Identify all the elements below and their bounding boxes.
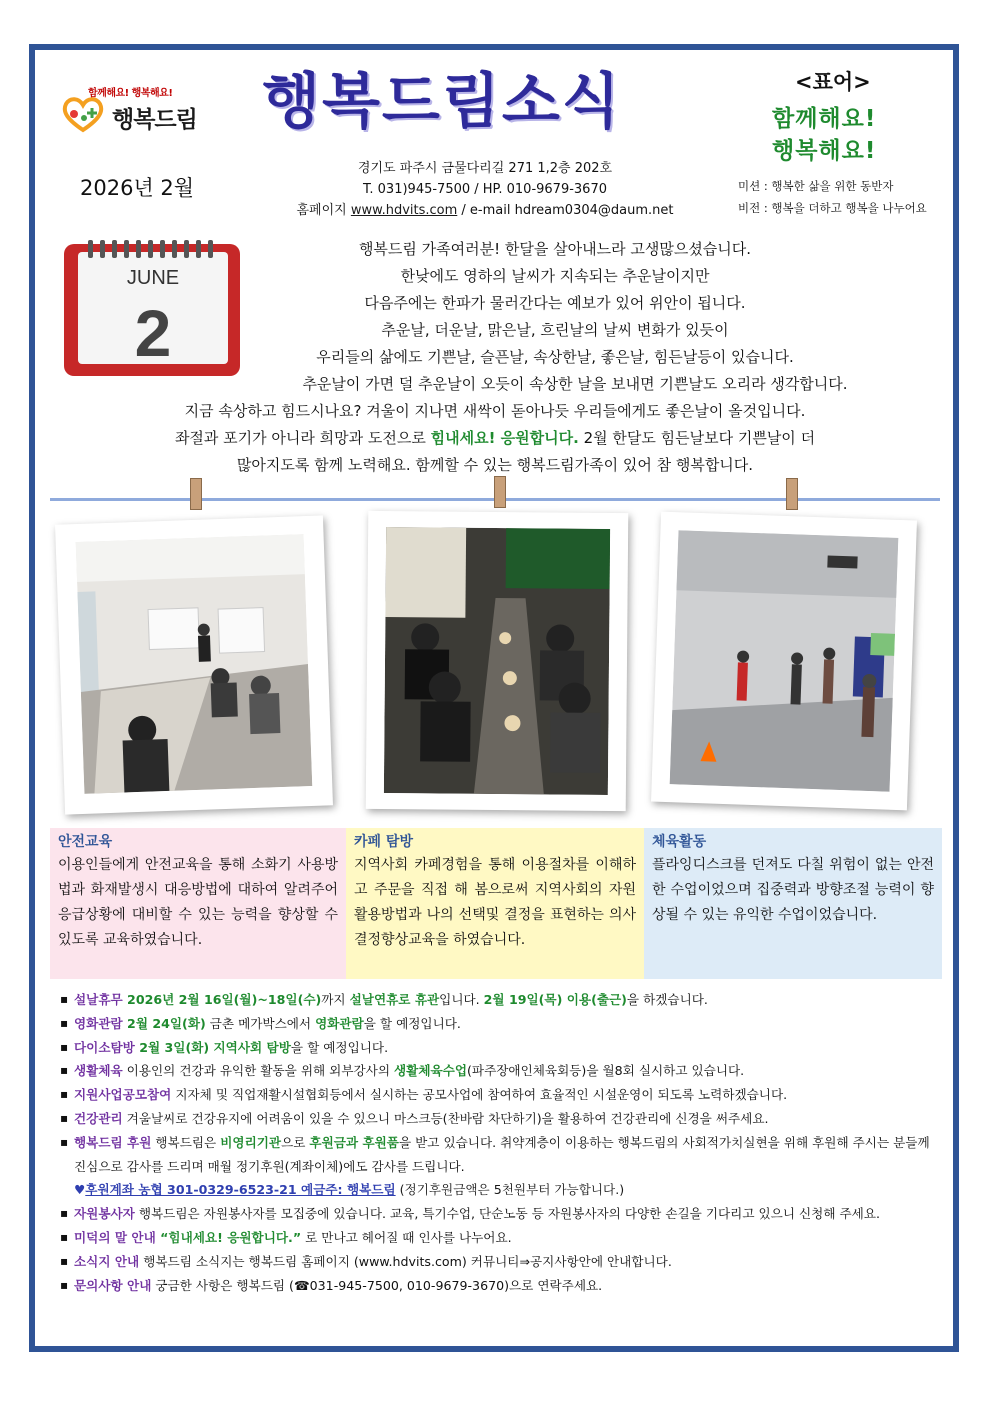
notice-text: 을 하겠습니다. xyxy=(626,992,708,1007)
logo-name: 행복드림 xyxy=(112,107,197,133)
intro-line: 우리들의 삶에도 기쁜날, 슬픈날, 속상한날, 좋은날, 힘든날등이 있습니다. xyxy=(316,348,794,366)
notice-highlight: 생활체육수업 xyxy=(394,1063,468,1079)
donation-note: (정기후원금액은 5천원부터 가능합니다.) xyxy=(395,1182,625,1198)
notice-volunteer xyxy=(60,1202,940,1226)
activity-box-sports xyxy=(644,828,942,979)
notice-keyword: 소식지 안내 xyxy=(74,1253,140,1269)
intro-line: 다음주에는 한파가 물러간다는 예보가 있어 위안이 됩니다. xyxy=(364,294,746,312)
address: 경기도 파주시 금물다리길 271 1,2층 202호 xyxy=(357,161,613,176)
notice-highlight: 설날연휴로 휴관 xyxy=(349,992,440,1007)
mission: 미션 : 행복한 삶을 위한 동반자 xyxy=(738,179,894,193)
activity-title: 안전교육 xyxy=(58,834,113,850)
notice-text: 을 받고 있습니다. 취약계층이 이용하는 행복드림의 사회적가치실현을 위해 후원해 주시는 분들께 진심으로 감사를 드리며 매월 정기후원(계좌이체)에도 감사를 드립니다. xyxy=(74,1134,930,1174)
activity-text: 플라잉디스크를 던져도 다칠 위험이 없는 안전한 수업이었으며 집중력과 방향조절 능력이 향상될 수 있는 유익한 수업이었습니다. xyxy=(652,857,934,923)
clothespin-icon xyxy=(494,476,506,508)
contact-block xyxy=(240,158,730,221)
notice-keyword: 자원봉사자 xyxy=(74,1206,135,1222)
notice-donation xyxy=(60,1131,940,1179)
notice-keyword: 문의사항 안내 xyxy=(74,1277,152,1293)
donation-account xyxy=(60,1178,940,1202)
heart-logo-icon xyxy=(60,94,106,134)
homepage-link[interactable]: www.hdvits.com xyxy=(350,203,458,218)
notice-text: 겨울날씨로 건강유지에 어려움이 있을 수 있으니 마스크등(찬바람 차단하기)을 활용하여 건강관리에 신경을 써주세요. xyxy=(122,1110,769,1126)
photo-safety-education xyxy=(55,515,333,814)
notice-text: 로 만나고 헤어질 때 인사를 나누어요. xyxy=(301,1229,512,1245)
slogan-line-2: 행복해요! xyxy=(772,138,877,164)
notice-text: 궁금한 사항은 행복드림 (☎031-945-7500, 010-9679-3670)으로 연락주세요. xyxy=(151,1277,603,1293)
notice-keyword: 행복드림 후원 xyxy=(74,1134,152,1150)
activity-text: 이용인들에게 안전교육을 통해 소화기 사용방법과 화재발생시 대응방법에 대하여 알려주어 응급상황에 대비할 수 있는 능력을 향상할 수 있도록 교육하였습니다. xyxy=(58,857,338,948)
notice-text: 이용인의 건강과 유익한 활동을 위해 외부강사의 xyxy=(122,1063,395,1079)
notice-keyword: 다이소탐방 xyxy=(74,1039,135,1055)
mission-vision xyxy=(738,175,927,219)
notice-keyword: 생활체육 xyxy=(74,1063,123,1079)
notice-inquiry xyxy=(60,1274,940,1298)
intro-line: 지금 속상하고 힘드시나요? 겨울이 지나면 새싹이 돋아나듯 우리들에게도 좋은날이 올것입니다. xyxy=(184,402,806,420)
web-email xyxy=(240,200,730,221)
notice-text: 행복드림은 자원봉사자를 모집중에 있습니다. 교육, 특기수업, 단순노동 등 자원봉사자의 다양한 손길을 기다리고 있으니 신청해 주세요. xyxy=(134,1206,880,1222)
notice-keyword: 설날휴무 xyxy=(74,992,123,1007)
slogan-line-1: 함께해요! xyxy=(772,106,877,132)
notice-highlight: 2월 24일(화) xyxy=(122,1015,206,1031)
cheer-text: 힘내세요! 응원합니다. xyxy=(430,429,579,447)
notice-text: 을 할 예정입니다. xyxy=(363,1015,461,1031)
notice-highlight: 2월 19일(목) 이용(출근) xyxy=(483,992,627,1007)
notice-text: 행복드림은 xyxy=(151,1134,221,1150)
notice-list xyxy=(60,988,940,1297)
notice-text: 지자체 및 직업재활시설협회등에서 실시하는 공모사업에 참여하여 효율적인 시설운영이 되도록 노력하겠습니다. xyxy=(171,1087,788,1103)
homepage-label: 홈페이지 xyxy=(296,203,347,218)
clothespin-icon xyxy=(190,478,202,510)
intro-text: 2월 한달도 힘든날보다 기쁜날이 더 xyxy=(578,429,816,447)
notice-text: 으로 xyxy=(281,1134,310,1150)
notice-keyword: 건강관리 xyxy=(74,1110,123,1126)
notice-text: 금촌 메가박스에서 xyxy=(205,1015,316,1031)
notice-highlight: 영화관람 xyxy=(315,1015,364,1031)
notice-keyword: 미덕의 말 안내 xyxy=(74,1229,156,1245)
email-label: / e-mail xyxy=(461,203,511,218)
notice-text: 까지 xyxy=(321,992,350,1007)
notice-greeting xyxy=(60,1226,940,1250)
notice-text: 행복드림 소식지는 행복드림 홈페이지 (www.hdvits.com) 커뮤니티⇒공지사항안에 안내합니다. xyxy=(139,1253,672,1269)
newsletter-title: 행복드림소식 xyxy=(262,67,622,137)
photo-cafe-visit xyxy=(366,511,629,811)
notice-movie xyxy=(60,1012,940,1036)
notice-text: 을 할 예정입니다. xyxy=(290,1039,389,1055)
activity-box-cafe xyxy=(346,828,644,979)
activity-title: 체육활동 xyxy=(652,834,707,850)
notice-highlight: 2월 3일(화) 지역사회 탐방 xyxy=(134,1039,291,1055)
notice-health xyxy=(60,1107,940,1131)
notice-keyword: 영화관람 xyxy=(74,1015,123,1031)
intro-line: 추운날이 가면 덜 추운날이 오듯이 속상한 날을 보내면 기쁜날도 오리라 생각합니다. xyxy=(302,375,848,393)
calendar-month: JUNE xyxy=(126,267,180,289)
phone: T. 031)945-7500 / HP. 010-9679-3670 xyxy=(363,182,607,197)
notice-daiso xyxy=(60,1036,940,1060)
notice-sports xyxy=(60,1059,940,1083)
intro-line: 추운날, 더운날, 맑은날, 흐린날의 날씨 변화가 있듯이 xyxy=(381,321,729,339)
classroom-photo xyxy=(76,534,313,794)
intro-text: 좌절과 포기가 아니라 희망과 도전으로 xyxy=(174,429,431,447)
notice-holiday xyxy=(60,988,940,1012)
notice-grant xyxy=(60,1083,940,1107)
notice-newsletter xyxy=(60,1250,940,1274)
vision: 비전 : 행복을 더하고 행복을 나누어요 xyxy=(738,201,927,215)
activity-text: 지역사회 카페경험을 통해 이용절차를 이해하고 주문을 직접 해 봄으로써 지역사회의 자원활용방법과 나의 선택및 결정을 표현하는 의사결정향상교육을 하였습니다. xyxy=(354,857,636,948)
notice-text: (파주장애인체육회등)을 월8회 실시하고 있습니다. xyxy=(467,1063,745,1079)
intro-line: 많아지도록 함께 노력해요. 함께할 수 있는 행복드림가족이 있어 참 행복합니다. xyxy=(236,456,754,474)
notice-text: 입니다. xyxy=(439,992,484,1007)
notice-highlight: 후원금과 후원품 xyxy=(309,1134,399,1150)
notice-highlight: 2026년 2월 16일(월)~18일(수) xyxy=(122,992,322,1007)
photo-sports-activity xyxy=(651,512,917,811)
intro-message xyxy=(50,236,940,479)
intro-line: 한낮에도 영하의 날씨가 지속되는 추운날이지만 xyxy=(400,267,710,285)
activity-box-safety xyxy=(50,828,346,979)
notice-highlight: 비영리기관 xyxy=(220,1134,282,1150)
edition-label: <표어> xyxy=(795,70,871,94)
email-address[interactable]: hdream0304@daum.net xyxy=(514,203,674,218)
notice-highlight: “힘내세요! 응원합니다.” xyxy=(155,1229,302,1245)
notice-keyword: 지원사업공모참여 xyxy=(74,1087,172,1103)
intro-line xyxy=(50,425,940,452)
cafe-photo xyxy=(384,527,610,795)
activity-title: 카페 탐방 xyxy=(354,834,413,850)
heart-icon: ♥ xyxy=(74,1182,86,1198)
intro-line: 행복드림 가족여러분! 한달을 살아내느라 고생많으셨습니다. xyxy=(358,240,752,258)
gym-photo xyxy=(670,530,899,792)
issue-date: 2026년 2월 xyxy=(80,176,195,200)
donation-account-number: 후원계좌 농협 301-0329-6523-21 예금주: 행복드림 xyxy=(85,1182,396,1198)
logo-slogan: 함께해요! 행복해요! xyxy=(88,88,173,99)
clothespin-icon xyxy=(786,478,798,510)
calendar-day: 2 xyxy=(134,296,172,370)
